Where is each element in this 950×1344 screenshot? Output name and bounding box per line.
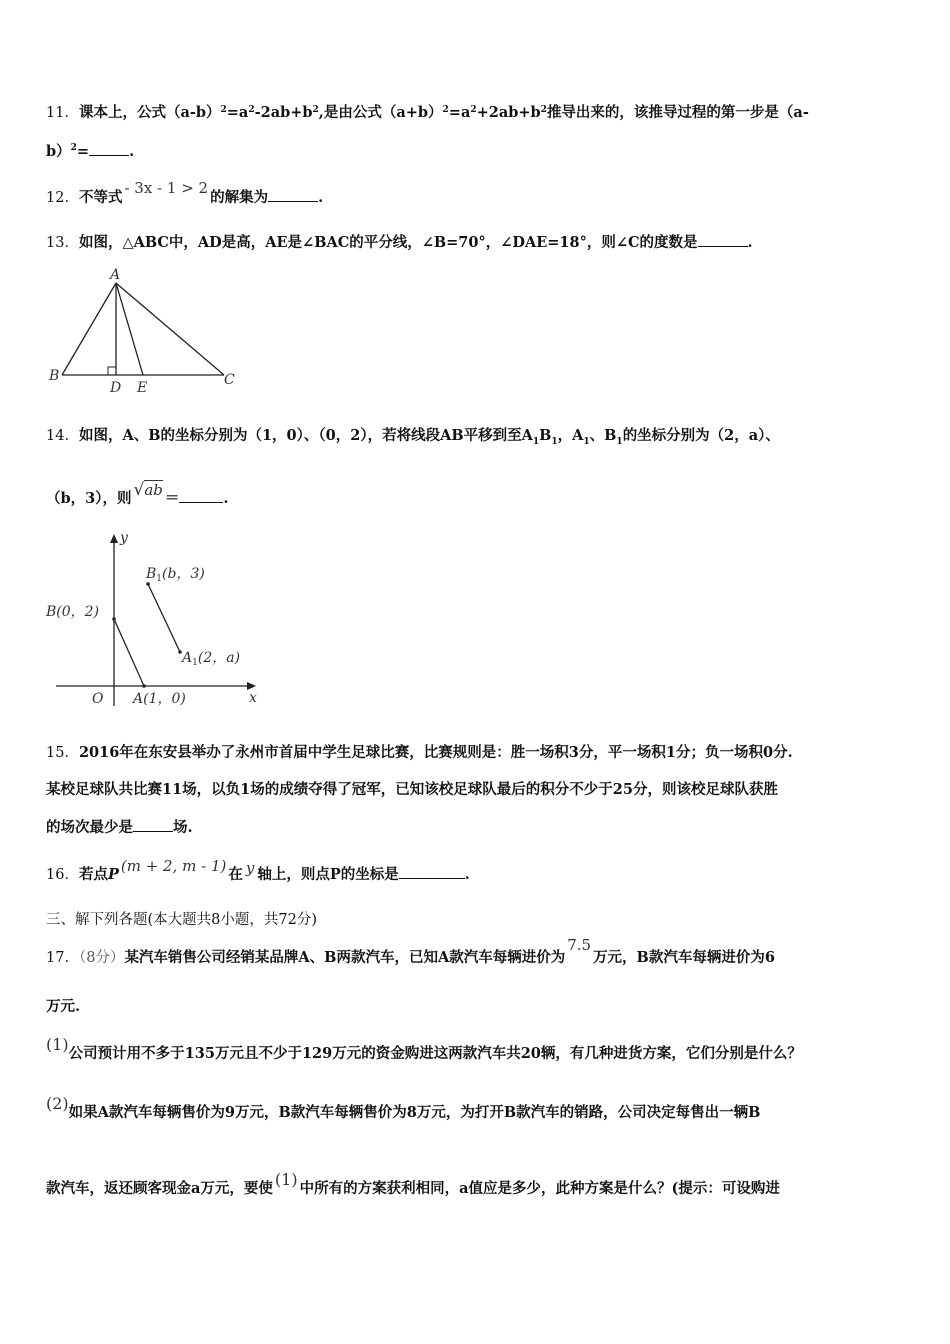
q16-y-axis: y (245, 859, 255, 877)
q17-part2-label: (2) (46, 1094, 69, 1113)
y-axis-arrow (110, 534, 118, 543)
q15-line2 (46, 780, 778, 800)
segment-a1b1 (148, 584, 180, 652)
q12-end: . (318, 189, 324, 206)
label-x-axis: x (249, 690, 257, 706)
q11-text-d: ,是由公式（a+b） (318, 104, 443, 121)
q11-text-b: =a (226, 104, 249, 121)
section-3-heading (46, 910, 317, 930)
q11-number: 11． (46, 105, 79, 121)
q11-text-g: 推导出来的，该推导过程的第一步是（a- (546, 104, 809, 121)
q14-sqrt-radicand: ab (144, 481, 163, 499)
q13-line (46, 232, 753, 253)
q15-line3 (46, 817, 193, 838)
q17-part2 (46, 1094, 761, 1123)
q14-sub: 1 (616, 436, 623, 447)
q16-text-b: 在 (228, 866, 243, 883)
q11-answer-blank[interactable] (89, 141, 129, 156)
point-a (142, 684, 146, 688)
q11-sup: 2 (540, 105, 547, 115)
label-e: E (137, 380, 148, 396)
label-point-a: A(1，0) (133, 691, 186, 707)
q11-sup: 2 (312, 105, 319, 115)
point-b (112, 617, 116, 621)
label-a1-letter: A (182, 650, 193, 666)
bisector-ae (116, 283, 143, 375)
q14-end: . (223, 490, 229, 507)
q14-number: 14． (46, 428, 79, 444)
q12-number: 12． (46, 190, 79, 206)
q17-price-a: 7.5 (567, 936, 592, 954)
q16-coordinates: (m + 2, m - 1) (120, 857, 227, 875)
label-a1-coords: (2，a) (197, 650, 241, 666)
label-b1-sub: 1 (156, 574, 163, 584)
segment-ab (114, 619, 144, 686)
q16-answer-blank[interactable] (399, 864, 465, 879)
q17-number: 17． (46, 950, 79, 966)
q17-line1 (46, 936, 775, 968)
point-b1 (146, 582, 150, 586)
label-b1-coords: (b，3) (162, 566, 205, 582)
triangle-side-ac (116, 283, 224, 375)
q14-line1 (46, 426, 780, 452)
q12-inequality: - 3x - 1 > 2 (124, 179, 209, 197)
q14-text-b: B (539, 427, 552, 444)
q17-text-c: 万元. (46, 998, 81, 1015)
q17-part2-cont-a: 款汽车，返还顾客现金a万元，要使 (46, 1180, 273, 1197)
q15-line1 (46, 743, 793, 763)
q13-text: 如图，△ABC中，AD是高，AE是∠BAC的平分线，∠B=70°，∠DAE=18°，则∠C的度数是 (78, 234, 698, 251)
q13-number: 13． (46, 235, 79, 251)
coordinate-figure (44, 528, 274, 712)
label-b1-letter: B (146, 566, 157, 582)
q11-end: . (129, 143, 135, 160)
q17-part1-label: (1) (46, 1035, 69, 1054)
q14-text-c: ，A (557, 427, 584, 444)
q11-sup: 2 (442, 105, 449, 115)
q14-text-g: ＝ (164, 490, 180, 507)
q16-end: . (464, 866, 470, 883)
q14-text-d: 、B (589, 427, 617, 444)
q17-part2-cont (46, 1170, 780, 1199)
q11-text-f: +2ab+b (476, 104, 541, 121)
q16-number: 16． (46, 867, 79, 883)
q15-number: 15． (46, 745, 79, 761)
q16-point-p: P (107, 866, 119, 883)
q16-line (46, 857, 470, 885)
q17-line2 (46, 997, 80, 1017)
q11-sup: 2 (220, 105, 227, 115)
section-3-title: 三、解下列各题(本大题共8小题，共72分) (46, 912, 317, 928)
q16-text-c: 轴上，则点P的坐标是 (257, 866, 399, 883)
q15-text-3b: 场. (173, 819, 193, 836)
label-a: A (110, 267, 121, 283)
q11-text-c: -2ab+b (254, 104, 313, 121)
q12-answer-blank[interactable] (268, 187, 318, 202)
q14-sqrt: √ab (133, 480, 163, 500)
q17-text-a: 某汽车销售公司经销某品牌A、B两款汽车，已知A款汽车每辆进价为 (124, 949, 566, 966)
q11-text-i: = (76, 143, 90, 160)
q14-text-e: 的坐标分别为（2，a）、 (622, 427, 780, 444)
q16-text-a: 若点 (78, 866, 108, 883)
q15-text-3a: 的场次最少是 (46, 819, 133, 836)
q13-end: . (747, 234, 753, 251)
label-origin: O (92, 691, 104, 707)
label-y-axis: y (120, 530, 128, 546)
q15-text-1: 2016年在东安县举办了永州市首届中学生足球比赛，比赛规则是：胜一场积3分，平一场积1分；负一场积0分. (78, 744, 793, 761)
q11-sup: 2 (248, 105, 255, 115)
label-point-b1 (145, 566, 205, 584)
q11-text-e: =a (448, 104, 471, 121)
q14-text-a: 如图，A、B的坐标分别为（1，0）、（0，2），若将线段AB平移到至A (78, 427, 533, 444)
q15-text-2: 某校足球队共比赛11场，以负1场的成绩夺得了冠军，已知该校足球队最后的积分不少于25分，则该校足球队获胜 (46, 781, 778, 798)
q14-text-f: （b，3），则 (46, 490, 132, 507)
q11-line2 (46, 141, 134, 162)
q12-text-b: 的解集为 (210, 189, 269, 206)
q11-line1 (46, 103, 809, 123)
q11-text-a: 课本上，公式（a-b） (78, 104, 221, 121)
q11-sup: 2 (470, 105, 477, 115)
label-c: C (224, 372, 235, 388)
triangle-side-ab (62, 283, 116, 375)
q12-text-a: 不等式 (78, 189, 123, 206)
q13-answer-blank[interactable] (698, 232, 748, 247)
q14-line2 (46, 480, 229, 509)
q14-sub: 1 (551, 436, 558, 447)
q17-part1-text: 公司预计用不多于135万元且不少于129万元的资金购进这两款汽车共20辆，有几种进货方案，它们分别是什么？ (68, 1045, 802, 1062)
q17-part2-ref: (1) (274, 1170, 298, 1189)
q14-sub: 1 (532, 436, 540, 447)
label-d: D (110, 380, 122, 396)
q12-line (46, 179, 324, 208)
x-axis-arrow (247, 682, 256, 690)
q17-part2-text: 如果A款汽车每辆售价为9万元，B款汽车每辆售价为8万元，为打开B款汽车的销路，公司决定每售出一辆B (68, 1104, 761, 1121)
q14-answer-blank[interactable] (179, 488, 223, 503)
q14-sub: 1 (583, 436, 590, 447)
q11-sup: 2 (70, 143, 77, 153)
triangle-figure (46, 265, 246, 397)
q17-part1 (46, 1035, 802, 1064)
q15-answer-blank[interactable] (133, 817, 173, 832)
label-point-b: B(0，2) (46, 604, 100, 620)
label-point-a1 (180, 650, 240, 668)
q17-part2-cont-b: 中所有的方案获利相同，a值应是多少，此种方案是什么？(提示：可设购进 (299, 1180, 780, 1197)
q11-text-h: b） (46, 143, 71, 160)
q17-text-b: 万元，B款汽车每辆进价为6 (593, 949, 775, 966)
right-angle-mark (108, 367, 116, 375)
label-a1-sub: 1 (192, 658, 198, 668)
q17-score: （8分） (78, 950, 125, 966)
label-b: B (49, 368, 60, 384)
